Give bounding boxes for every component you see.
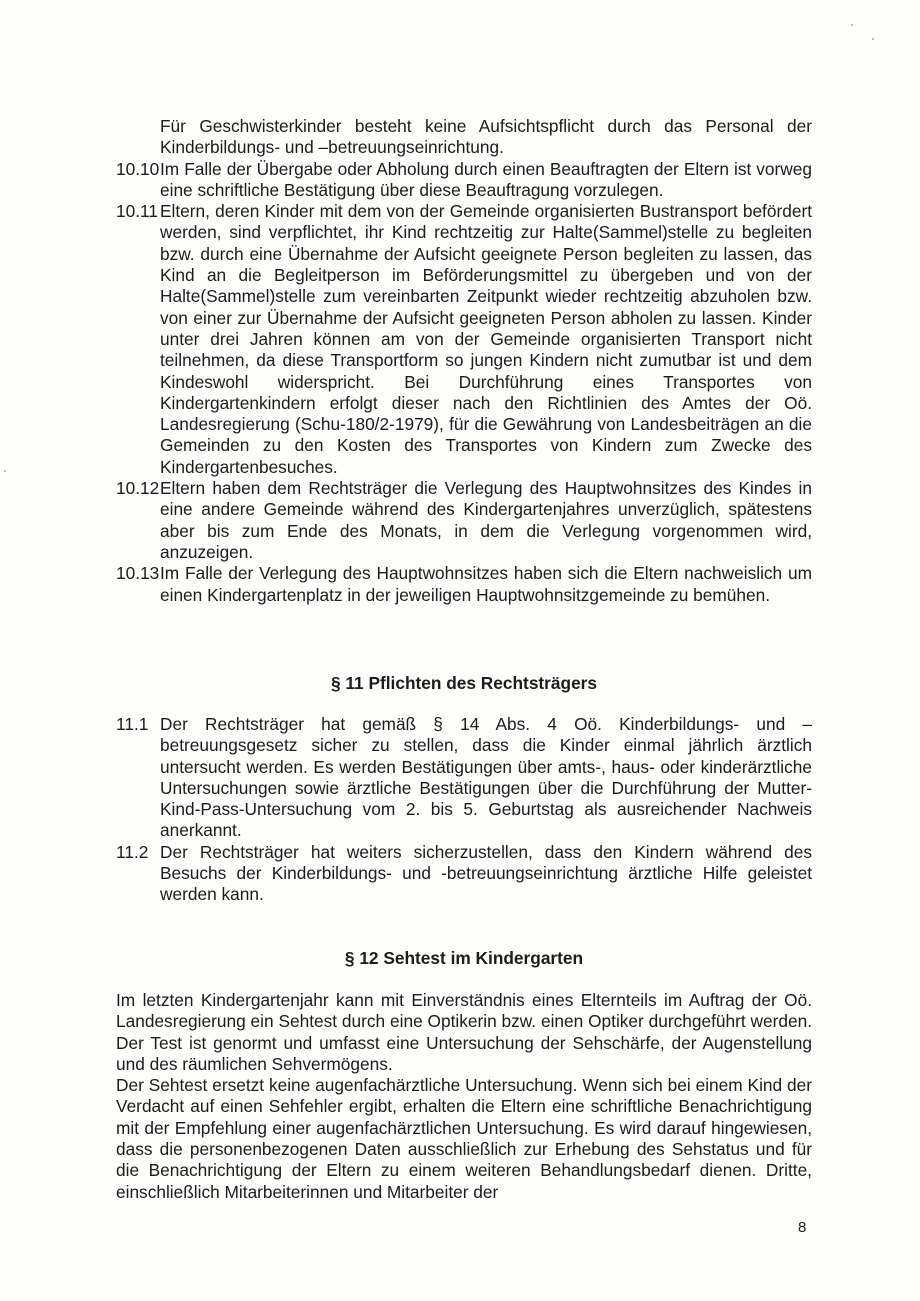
clauses-11 xyxy=(116,714,812,906)
clause-10-12 xyxy=(116,478,812,563)
clause-11-2 xyxy=(116,842,812,906)
scan-speck xyxy=(872,38,874,40)
clause-text: Im Falle der Übergabe oder Abholung durch einen Beauftragten der Eltern ist vorweg eine schriftliche Bestätigung über diese Beauftragung vorzulegen. xyxy=(160,158,812,200)
section-12-heading: § 12 Sehtest im Kindergarten xyxy=(344,948,584,968)
paragraph: Der Sehtest ersetzt keine augenfachärztliche Untersuchung. Wenn sich bei einem Kind der Verdacht auf einen Sehfehler ergibt, erhalten die Eltern eine schriftliche Benachrichtigung mit der Empfehlung einer augenfachärztlichen Untersuchung. Es wird darauf hingewiesen, dass die personenbezogenen Daten ausschließlich zur Erhebung des Sehstatus und für die Benachrichtigung der Eltern zu einem weiteren Behandlungsbedarf dienen. Dritte, einschließlich Mitarbeiterinnen und Mitarbeiter der xyxy=(116,1075,812,1202)
scan-speck xyxy=(4,470,6,472)
clause-10-11 xyxy=(116,201,812,478)
clause-text: Im Falle der Verlegung des Hauptwohnsitzes haben sich die Eltern nachweislich um einen Kindergartenplatz in der jeweiligen Hauptwohnsitzgemeinde zu bemühen. xyxy=(160,563,812,605)
clause-11-1 xyxy=(116,714,812,842)
clause-10-13 xyxy=(116,563,812,606)
clause-continuation xyxy=(116,116,812,159)
page-number: 8 xyxy=(798,1219,807,1236)
clauses-10 xyxy=(116,116,812,606)
clause-number: 11.2 xyxy=(116,841,149,862)
clause-10-10 xyxy=(116,159,812,202)
clause-number: 10.12 xyxy=(116,478,160,499)
clause-text: Eltern, deren Kinder mit dem von der Gemeinde organisierten Bustransport befördert werden, sind verpflichtet, ihr Kind rechtzeitig zur Halte(Sammel)stelle zu begleiten bzw. durch eine Übernahme der Aufsicht geeignete Person begleiten zu lassen, das Kind an die Begleitperson im Beförderungsmittel zu übergeben und von der Halte(Sammel)stelle zum vereinbarten Zeitpunkt wieder rechtzeitig abzuholen bzw. von einer zur Übernahme der Aufsicht geeigneten Person abholen zu lassen. Kinder unter drei Jahren können am von der Gemeinde organisierten Transport nicht teilnehmen, da diese Transportform so jungen Kindern nicht zumutbar ist und dem Kindeswohl widerspricht. Bei Durchführung eines Transportes von Kindergartenkindern erfolgt dieser nach den Richtlinien des Amtes der Oö. Landesregierung (Schu-180/2-1979), für die Gewährung von Landesbeiträgen an die Gemeinden zu den Kosten des Transportes von Kindern zum Zwecke des Kindergartenbesuches. xyxy=(160,201,812,477)
clause-number: 10.10 xyxy=(116,158,160,179)
clause-text: Der Rechtsträger hat gemäß § 14 Abs. 4 Oö. Kinderbildungs- und –betreuungsgesetz sicher zu stellen, dass die Kinder einmal jährlich ärztlich untersucht werden. Es werden Bestätigungen über amts-, haus- oder kinderärztliche Untersuchungen sowie ärztliche Bestätigungen über die Durchführung der Mutter-Kind-Pass-Untersuchung vom 2. bis 5. Geburtstag als ausreichender Nachweis anerkannt. xyxy=(160,714,812,841)
scan-speck xyxy=(851,24,853,26)
clause-text: Eltern haben dem Rechtsträger die Verlegung des Hauptwohnsitzes des Kindes in eine andere Gemeinde während des Kindergartenjahres unverzüglich, spätestens aber bis zum Ende des Monats, in dem die Verlegung vorgenommen wird, anzuzeigen. xyxy=(160,478,812,562)
clause-number: 10.13 xyxy=(116,563,160,584)
section-12-body xyxy=(116,990,812,1203)
paragraph: Im letzten Kindergartenjahr kann mit Einverständnis eines Elternteils im Auftrag der Oö. Landesregierung ein Sehtest durch eine Optikerin bzw. einen Optiker durchgeführt werden. Der Test ist genormt und umfasst eine Untersuchung der Sehschärfe, der Augenstellung und des räumlichen Sehvermögens. xyxy=(116,990,812,1074)
clause-number: 10.11 xyxy=(116,201,158,222)
section-11-heading: § 11 Pflichten des Rechtsträgers xyxy=(330,673,598,693)
clause-text: Für Geschwisterkinder besteht keine Aufsichtspflicht durch das Personal der Kinderbildungs- und –betreuungseinrichtung. xyxy=(160,116,812,158)
clause-number: 11.1 xyxy=(116,714,149,734)
clause-text: Der Rechtsträger hat weiters sicherzustellen, dass den Kindern während des Besuchs der Kinderbildungs- und -betreuungseinrichtung ärztliche Hilfe geleistet werden kann. xyxy=(160,841,812,905)
